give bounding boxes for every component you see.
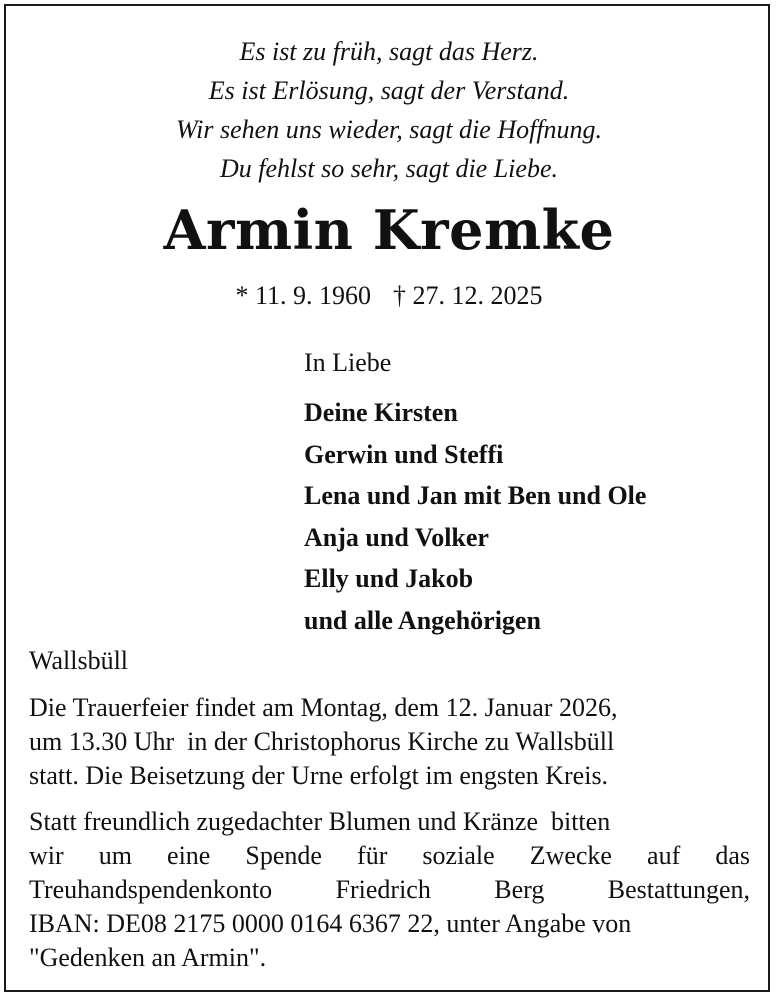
ceremony-line: Die Trauerfeier findet am Montag, dem 12. Januar 2026, bbox=[29, 693, 618, 722]
poem-line: Es ist zu früh, sagt das Herz. bbox=[239, 37, 539, 66]
poem-line: Es ist Erlösung, sagt der Verstand. bbox=[208, 76, 570, 105]
poem-line: Du fehlst so sehr, sagt die Liebe. bbox=[220, 154, 558, 183]
mourner-name: Lena und Jan mit Ben und Ole bbox=[304, 481, 647, 510]
mourner-name: Anja und Volker bbox=[304, 522, 489, 552]
death-date: † 27. 12. 2025 bbox=[393, 281, 543, 310]
donation-line: Treuhandspendenkonto Friedrich Berg Bestattungen, bbox=[29, 875, 750, 904]
donation-line: IBAN: DE08 2175 0000 0164 6367 22, unter Angabe von bbox=[29, 909, 632, 938]
donation-paragraph bbox=[29, 805, 750, 975]
mourners-intro: In Liebe bbox=[304, 348, 392, 377]
mourner-name: und alle Angehörigen bbox=[304, 605, 541, 635]
donation-line: "Gedenken an Armin". bbox=[29, 943, 267, 972]
ceremony-line: um 13.30 Uhr in der Christophorus Kirche zu Wallsbüll bbox=[29, 727, 615, 756]
poem bbox=[0, 32, 778, 188]
mourners-block bbox=[304, 346, 646, 641]
mourner-name: Gerwin und Steffi bbox=[304, 439, 504, 469]
mourner-name: Elly und Jakob bbox=[304, 564, 474, 593]
ceremony-line: statt. Die Beisetzung der Urne erfolgt im engsten Kreis. bbox=[29, 761, 609, 790]
deceased-name: Armin Kremke bbox=[163, 198, 615, 262]
poem-line: Wir sehen uns wieder, sagt die Hoffnung. bbox=[175, 115, 603, 144]
place-name: Wallsbüll bbox=[29, 646, 129, 675]
donation-line: Statt freundlich zugedachter Blumen und Kränze bitten bbox=[29, 807, 611, 836]
birth-date: * 11. 9. 1960 bbox=[235, 281, 372, 310]
mourner-name: Deine Kirsten bbox=[304, 398, 458, 427]
donation-line: wir um eine Spende für soziale Zwecke auf das bbox=[29, 841, 750, 870]
ceremony-paragraph bbox=[29, 691, 750, 793]
life-dates bbox=[0, 279, 778, 313]
